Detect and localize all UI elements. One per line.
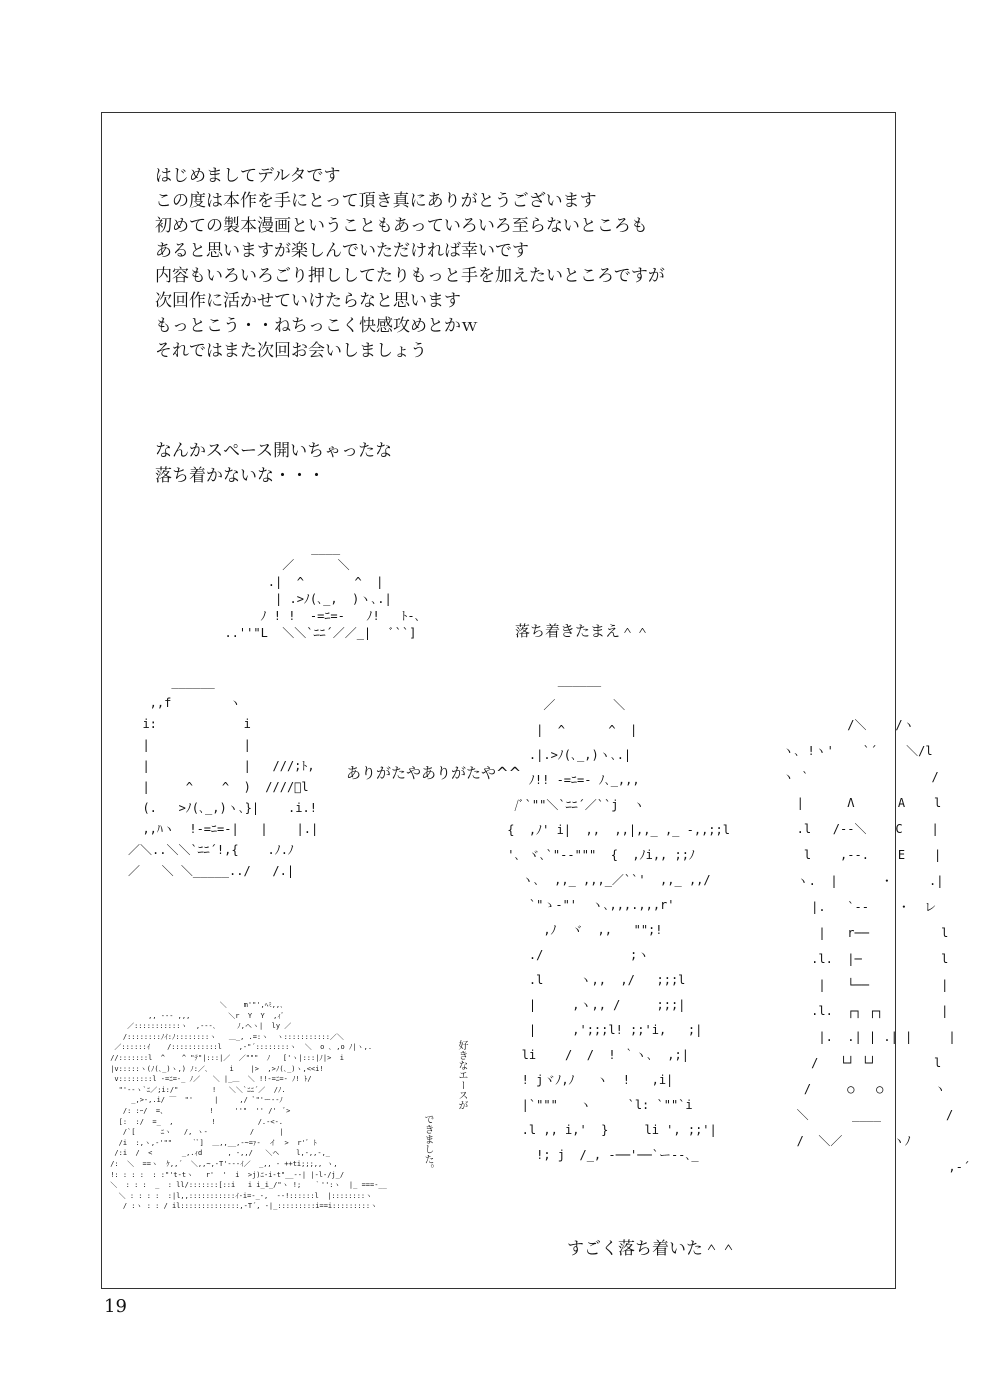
- caption-thankful: ありがたやありがたや^^: [346, 764, 522, 782]
- caption-vertical-done: できました。: [422, 1114, 433, 1174]
- caption-very-calm: すごく落ち着いた＾＾: [567, 1239, 737, 1259]
- letter-line: もっとこう・・ねちっこく快感攻めとかｗ: [155, 316, 478, 336]
- letter-line: 初めての製本漫画ということもあっていろいろ至らないところも: [155, 216, 648, 236]
- page-number: 19: [104, 1296, 127, 1317]
- aside-note: [155, 439, 392, 489]
- letter-line: この度は本作を手にとって頂き真にありがとうございます: [155, 191, 597, 211]
- aside-line: なんかスペース開いちゃったな: [155, 441, 393, 461]
- caption-calm-down: 落ち着きたまえ＾＾: [515, 622, 651, 640]
- ascii-art-group-figures: ＼ m'"',ﾍﾐ,,､ ,, --- ,,, ＼r Y Y ,ｨﾞ ／:::::::::::ヽ ,-‐-､ ﾉ,ヘヽ| ly ／ /::::::::ﾉｲ:ﾉ::::::::ヽ ＿_, .=:ヽ ヽ:::::::::::／＼ ／::::::ｲ /:::::::::::l ,-"´::::::::ヽ ＼ o ､ ,o ﾉ|ヽ,. //:::::::l ^ ^ "ﾃ"|:::|／ ／""" ﾉ ['ヽ|:::|ﾉ|> i |v:::::ヽ(ﾉ(､_)ヽ,) ﾉ:／､ i |> ,>ﾉ(､_)ヽ,<<i! v::::::::l -=ﾆ=-_ ﾉ／ ＼ |_＿ ＼ !!-=ﾆ=- ﾉ! ﾄ/ "'--ヽ`ﾆ／;i:/" ! ＼＼`ﾆﾆ´／ /ﾉ. _,>-,.i/ ￣ "' | ,/ ﾞ"'ー--ﾉ /: :ｰ/ =、 ! ''" '' /' ﾞ> [: :/ =_ , ! /.-<-. /`[ ﾆヽ /, ヽ- / | /i :,ヽ,-'"" `ﾞ] ＿,,__,-~=ｧ- イ > r'ﾞ ﾄ /:i / < _,.ｨd , -,,/ ＼ヘ l,-,,-,_ /: ＼ ==ヽ ｹ,,´ ＼,,~,-T'---ｲ／ _,, - ++ti;;;,, ヽ, !: : : : : :"'t-tヽ r' ' i >j)ﾆ-i-t"__--| |-l-/j_/ ＼ : : : _ : ll/:::::::[::i i i_i_/"ヽ !; ｀'':ヽ |_ ===-__ ＼ : : : : :|l,,:::::::::::ｲ-i=-_-, --!::::::l |::::::::ヽ / :ヽ : : / il::::::::::::::,-T´, -|_:::::::::i==i:::::::::ヽ: [110, 1001, 387, 1211]
- ascii-art-ace-figure: /＼ /ヽ ヽ､ !ヽ' `´ ＼/l ヽ ` / | Λ A l .l /--＼ C | l ,--. E | ヽ. | ・ .| |. `-- ・ レ | r── l .l. |─ l | └── | .l. ┌┐ ┌┐ | |. .| | .| | | / └┘ └┘ l / ○ ○ ヽ ＼ ____ / / ＼／ ヽﾉ ,-´: [782, 718, 971, 1174]
- aside-line: 落ち着かないな・・・: [155, 466, 325, 486]
- letter-line: あると思いますが楽しんでいただければ幸いです: [155, 241, 529, 261]
- ascii-art-calm-figure: ____ ／ ＼ .| ^ ^ | | .>ﾉ(､_, )ヽ､.| ﾉ ! ! -=ﾆ=- ﾉ! ﾄ-､ ..''"L ＼＼`ﾆﾆ´／／_| ﾞ``]: [224, 541, 421, 640]
- greeting-letter: [155, 164, 665, 364]
- letter-line: はじめましてデルタです: [155, 166, 341, 186]
- ascii-art-thanks-right: ______ ／ ＼ | ^ ^ | .|.>ﾉ(､_,)ヽ､.| ﾉ!! -=ﾆ=- ﾉ､_,,, /ﾞ`""＼`ﾆﾆ´／``j ヽ { ,ﾉ' i| ,, ,,|,,_ ,_ -,,;;l '､ ヾ､`"--""" { ,ﾉi,, ;;ﾉ ヽ､ ,,_ ,,,_／``' ,,_ ,,/ `"ゝ-"' ヽ､,,,.,,,r' ,ﾉ ヾ ,, "";! ./ ;ヽ .l ヽ,, ,/ ;;;l | ,ヽ,, / ;;;| | ,';;;l! ;;'i, ;| li / / ! ｀ヽ､ ,;| ! jヾﾉ,ﾉ ヽ ! ,i| |`""" ヽ `l: `""`i .l ,, i,' } li ', ;;'| !; j /_, -──'──`ー--､_: [507, 673, 730, 1162]
- letter-line: 次回作に活かせていけたらなと思います: [155, 291, 461, 311]
- letter-line: 内容もいろいろごり押ししてたりもっと手を加えたいところですが: [155, 266, 665, 286]
- caption-vertical-favorite: 好きなエースが: [456, 1040, 467, 1110]
- ascii-art-thanks-left: ______ ,,f ヽ i: i | | | | ///;ﾄ, | ^ ^ ) ////ﾞl (. >ﾉ(､_,)ヽ､}| .i.! ,,ﾊヽ !-=ﾆ=-| | |.| ／＼..＼＼`ﾆﾆ´!,{ .ﾉ.ﾉ ／ ＼ ＼_____../ /.|: [128, 675, 319, 878]
- letter-line: それではまた次回お会いしましょう: [155, 341, 427, 361]
